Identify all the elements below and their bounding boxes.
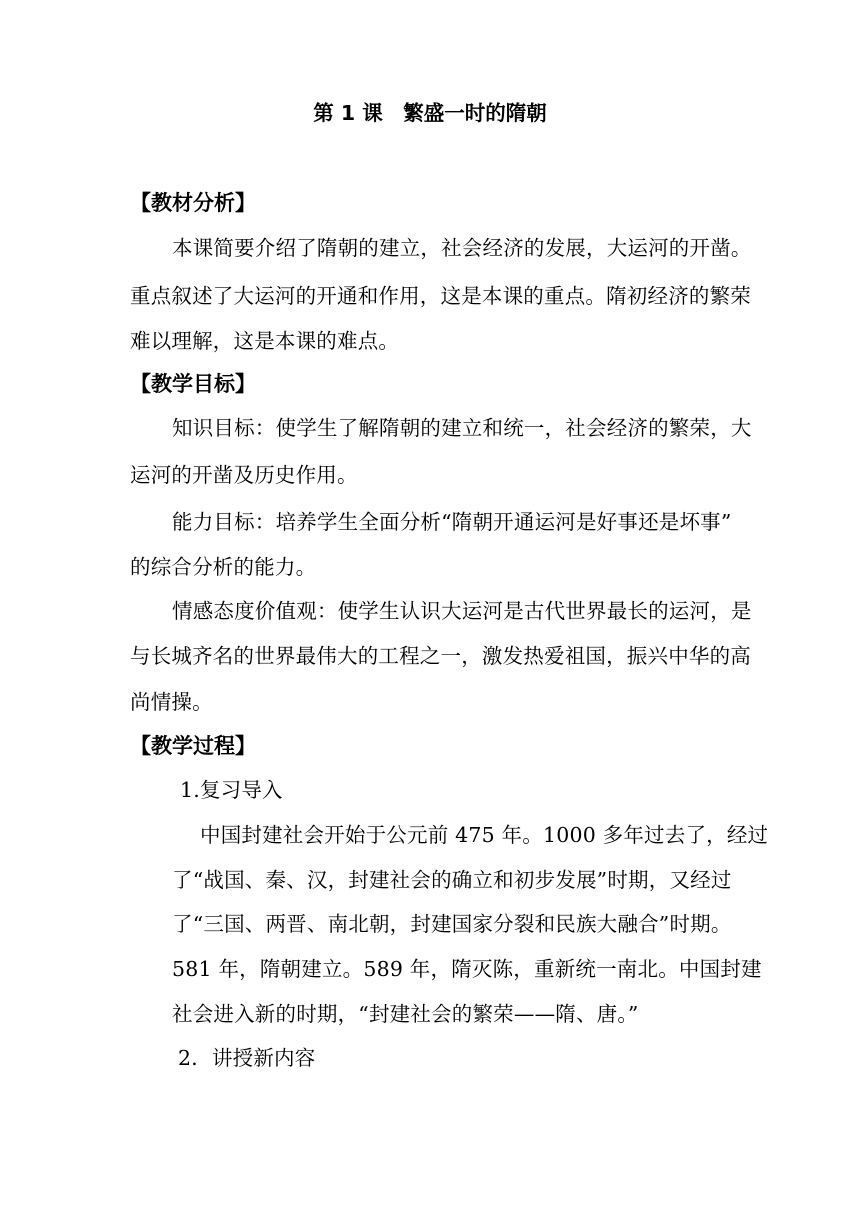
process-step-2-label: 2．讲授新内容	[178, 1046, 316, 1070]
process-step-1-line-1: 中国封建社会开始于公元前 475 年。1000 多年过去了，经过	[200, 823, 769, 847]
process-step-1-line-3: 了“三国、两晋、南北朝，封建国家分裂和民族大融合”时期。	[172, 912, 732, 936]
analysis-line-1: 本课简要介绍了隋朝的建立，社会经济的发展，大运河的开凿。	[172, 236, 752, 260]
section-heading-analysis: 【教材分析】	[130, 191, 256, 215]
goals-line-4: 的综合分析的能力。	[130, 555, 317, 579]
goals-line-6: 与长城齐名的世界最伟大的工程之一，激发热爱祖国，振兴中华的高	[130, 644, 751, 668]
goals-line-5: 情感态度价值观：使学生认识大运河是古代世界最长的运河，是	[172, 599, 752, 623]
goals-line-1: 知识目标：使学生了解隋朝的建立和统一，社会经济的繁荣，大	[172, 416, 752, 440]
analysis-line-3: 难以理解，这是本课的难点。	[130, 329, 400, 353]
goals-line-3: 能力目标：培养学生全面分析“隋朝开通运河是好事还是坏事”	[172, 510, 732, 534]
process-step-1-label: 1.复习导入	[180, 778, 283, 802]
goals-line-7: 尚情操。	[130, 690, 213, 714]
goals-line-2: 运河的开凿及历史作用。	[130, 463, 358, 487]
process-step-1-line-2: 了“战国、秦、汉，封建社会的确立和初步发展”时期，又经过	[172, 868, 732, 892]
lesson-title: 第 1 课 繁盛一时的隋朝	[313, 101, 547, 125]
section-heading-goals: 【教学目标】	[130, 372, 256, 396]
section-heading-process: 【教学过程】	[130, 734, 256, 758]
process-step-1-line-4: 581 年，隋朝建立。589 年，隋灭陈，重新统一南北。中国封建	[172, 957, 762, 981]
analysis-line-2: 重点叙述了大运河的开通和作用，这是本课的重点。隋初经济的繁荣	[130, 284, 751, 308]
process-step-1-line-5: 社会进入新的时期，“封建社会的繁荣——隋、唐。”	[172, 1002, 639, 1026]
